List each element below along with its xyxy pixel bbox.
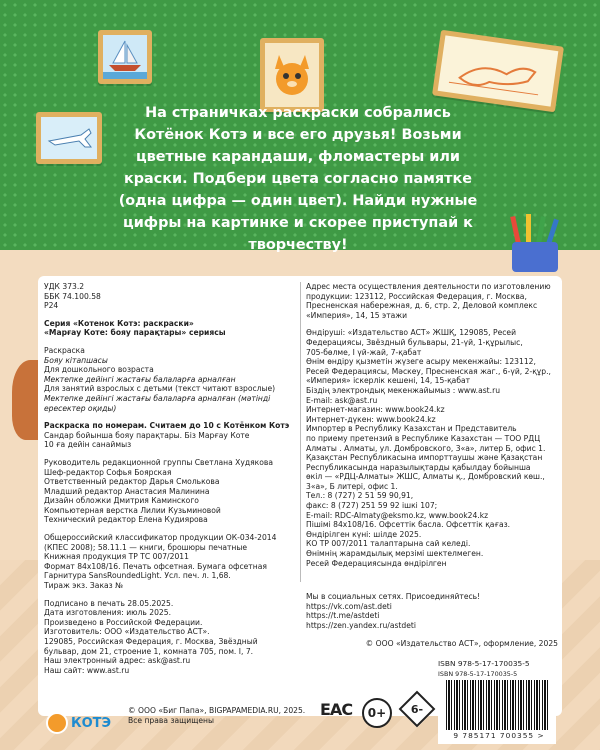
imprint-line: ересектер оқиды) [44,403,117,413]
imprint-line: Компьютерная верстка Лилии Кузьминовой [44,505,221,515]
imprint-line: «Империя» іскерлік кешені, 14, 15-қабат [306,376,471,386]
imprint-line: Ответственный редактор Дарья Смолькова [44,477,220,487]
imprint-line: Мектепке дейінгі жастағы балаларға арналған [44,374,236,384]
imprint-left-column [44,282,292,675]
imprint-line [306,568,558,576]
imprint-line: КО ТР 007/2011 талаптарына сай келеді. [306,539,471,549]
plane-icon [41,117,97,159]
copyright-line-2: Все права защищены [128,716,215,725]
imprint-line: ББК 74.100.58 [44,291,101,301]
imprint-line: Формат 84х108/16. Печать офсетная. Бумага офсетная [44,561,267,571]
imprint-line: Мы в социальных сетях. Присоединяйтесь! [306,592,481,602]
imprint-line: Адрес места осуществления деятельности по изготовлению [306,282,551,291]
imprint-line: Бояу кітапшасы [44,355,108,365]
imprint-line [44,311,292,319]
eac-mark: EAC [320,700,353,719]
imprint-line: продукции: 123112, Российская Федерация, г. Москва, [306,291,527,301]
barcode-number: 9 785171 700355 > [453,731,545,740]
imprint-line: https://vk.com/ast.deti [306,601,392,611]
plane-picture-frame [36,112,102,164]
imprint-line: Р24 [44,301,59,311]
imprint-line [44,450,292,458]
imprint-line: Өндірілген күні: шілде 2025. [306,529,422,539]
imprint-line: E-mail: ask@ast.ru [306,395,378,405]
imprint-line: 705-бөлме, I үй-жай, 7-қабат [306,347,422,357]
imprint-line: Серия «Котенок Котэ: раскраски» [44,318,194,328]
copyright [128,706,305,726]
imprint-line: Общероссийский классификатор продукции ОК-034-2014 [44,533,277,543]
imprint-line: Технический редактор Елена Кудиярова [44,515,208,525]
imprint-line: Подписано в печать 28.05.2025. [44,598,174,608]
imprint-line: Наш электронный адрес: ask@ast.ru [44,656,191,666]
imprint-line [44,413,292,421]
imprint-line: Для занятий взрослых с детьми (текст читают взрослые) [44,384,276,394]
imprint-line: Пішімі 84х108/16. Офсеттік басла. Офсеттік қағаз. [306,520,511,530]
imprint-line: факс: 8 (727) 251 59 92 ішкі 107; [306,501,438,511]
imprint-line: Өнім өндіру қызметін жүзеге асыру мекенжайы: 123112, [306,357,536,367]
imprint-line [44,591,292,599]
pencil-cup-icon [508,214,568,274]
imprint-line: «Империя», 14, 15 этажи [306,310,408,320]
imprint-line: Гарнитура SansRoundedLight. Усл. печ. л. 1,68. [44,571,231,581]
fox-icon [438,35,559,106]
imprint-line [306,576,558,584]
cat-picture-frame [260,38,324,112]
imprint-line: УДК 373.2 [44,282,85,291]
imprint-line: © ООО «Издательство АСТ», оформление, 2025 [365,638,558,648]
imprint-line: Дизайн обложки Дмитрия Каминского [44,496,199,506]
age-rating-6: 6- [410,702,424,716]
imprint-line: Алматы . Алматы, ул. Домбровского, 3«а», литер Б, офис 1. [306,443,546,453]
imprint-line: Пресненская набережная, д. 6, стр. 2, Деловой комплекс [306,301,538,311]
imprint-line: «Марғау Коте: бояу парақтары» сериясы [44,328,226,338]
imprint-line [44,525,292,533]
imprint-line: Младший редактор Анастасия Малинина [44,486,210,496]
imprint-line: Дата изготовления: июль 2025. [44,608,172,618]
imprint-line: Ресей Федерациясы, Мәскеу, Пресненская жаг., 6-үй, 2-құр., [306,366,551,376]
imprint-line: бульвар, дом 21, строение 1, комната 705, пом. I, 7. [44,646,254,656]
copyright-line-1: © ООО «Биг Папа», BIGPAPAMEDIA.RU, 2025. [128,706,306,715]
imprint-line: Интернет-магазин: www.book24.kz [306,405,445,415]
isbn: ISBN 978-5-17-170035-5 [438,659,530,668]
intro-text: На страничках раскраски собрались Котёнок Котэ и все его друзья! Возьми цветные карандаши, фломастеры или краски. Подбери цвета согласно памятке (одна цифра — один цвет). Найди нужные цифры на картинке и скорее приступай к творчеству! [118,105,478,253]
imprint-line: Наш сайт: www.ast.ru [44,665,130,675]
imprint-line: Произведено в Российской Федерации. [44,617,203,627]
imprint-line: өкіл — «РДЦ-Алматы» ЖШС, Алматы қ., Домбровский көш., [306,472,545,482]
imprint-line [44,338,292,346]
imprint-line: https://t.me/astdeti [306,611,380,621]
imprint-line: по приему претензий в Республике Казахстан — ТОО РДЦ [306,433,541,443]
barcode [446,680,550,730]
imprint-line: Республикасында наразылықтарды қабылдау бойынша [306,462,531,472]
imprint-right-column [306,282,558,648]
logo-text: КОТЭ [71,715,112,731]
isbn-small: ISBN 978-5-17-170035-5 [438,670,518,678]
cat-logo-icon [46,712,68,734]
imprint-line: Тираж экз. Заказ № [44,581,124,591]
kote-logo [46,712,111,734]
imprint-line: 3«а», Б литері, офис 1. [306,481,398,491]
imprint-line: Изготовитель: ООО «Издательство АСТ». [44,627,210,637]
imprint-line: 10 ға дейін санаймыз [44,440,132,450]
imprint-line: Сандар бойынша бояу парақтары. Біз Марғау Коте [44,430,250,440]
column-divider [300,282,301,582]
imprint-line: Для дошкольного возраста [44,365,154,375]
imprint-line: Интернет-дүкен: www.book24.kz [306,414,436,424]
imprint-line: E-mail: RDC-Almaty@eksmo.kz, www.book24.kz [306,510,489,520]
imprint-line: Мектепке дейінгі жастағы балаларға арналған (мәтінді [44,393,271,403]
imprint-line: Импортер в Республику Казахстан и Представитель [306,424,517,434]
age-rating-0: 0+ [362,698,392,728]
imprint-line [306,320,558,328]
imprint-line: 129085, Российская Федерация, г. Москва, Звёздный [44,637,258,646]
imprint-line: Қазақстан Республикасына импорттаушы және Қазақстан [306,453,543,463]
boat-picture-frame [98,30,152,84]
imprint-line: Ресей Федерациясында өндірілген [306,558,447,568]
imprint-line: https://zen.yandex.ru/astdeti [306,621,416,630]
imprint-line: Өнімнің жарамдылық мерзімі шектелмеген. [306,549,484,559]
imprint-line: Өндіруші: «Издательство АСТ» ЖШҚ, 129085, Ресей [306,328,517,338]
imprint-line [306,584,558,592]
imprint-line: Біздің электрондық мекенжайымыз : www.ast.ru [306,385,501,395]
boat-icon [103,35,147,79]
cat-icon [265,43,319,107]
imprint-line: (КПЕС 2008); 58.11.1 — книги, брошюры печатные [44,542,248,552]
imprint-line: Раскраска [44,345,85,355]
imprint-line: Федерациясы, Звёздный бульвары, 21-үй, 1-құрылыс, [306,337,523,347]
imprint-line [306,631,558,639]
imprint-line: Тел.: 8 (727) 2 51 59 90,91, [306,491,414,501]
imprint-line: Книжная продукция ТР ТС 007/2011 [44,552,189,562]
imprint-line: Руководитель редакционной группы Светлана Худякова [44,457,274,467]
imprint-line: Раскраска по номерам. Считаем до 10 с Котёнком Котэ [44,421,290,431]
imprint-line: Шеф-редактор Софья Боярская [44,467,172,477]
imprint-panel [38,276,562,716]
